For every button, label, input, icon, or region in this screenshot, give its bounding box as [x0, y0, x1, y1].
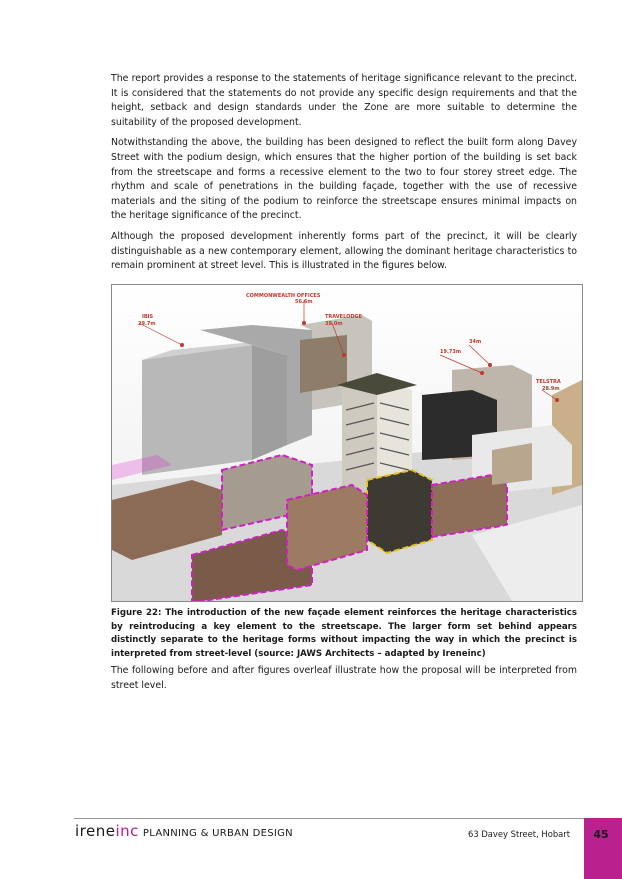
paragraph-3: Although the proposed development inherently forms part of the precinct, it will be clearly distinguishable as a new contemporary element, allowing the dominant heritage characteristics to remain prominent at street level. This is illustrated in the figures below. [111, 230, 577, 272]
brand-main: irene [75, 822, 116, 840]
paragraph-2: Notwithstanding the above, the building has been designed to reflect the built form along Davey Street with the podium design, which ensures that the higher portion of the building is set back from the streetscape and forms a recessive element to the two to four storey street edge. The rhythm and scale of penetrations in the building façade, together with the use of recessive materials and the siting of the podium to reinforce the streetscape ensures minimal impacts on the heritage significance of the precinct. [111, 137, 577, 222]
footer-address: 63 Davey Street, Hobart [468, 829, 570, 839]
label-travelodge-height: 38.0m [325, 321, 343, 327]
massing-model-illustration [112, 285, 582, 601]
paragraph-1: The report provides a response to the statements of heritage significance relevant to the precinct. It is considered that the statements do not provide any specific design requirements and that the height, setback and design standards under the Zone are more suitable to determine the suitability of the proposed development. [111, 73, 577, 128]
label-19-73m: 19.73m [440, 349, 462, 355]
label-telstra: TELSTRA [536, 379, 561, 385]
footer-divider [74, 818, 584, 819]
brand-accent: inc [115, 822, 139, 840]
label-ibis: IBIS [142, 314, 154, 320]
closing-paragraph: The following before and after figures overleaf illustrate how the proposal will be interpreted from street level. [111, 665, 577, 691]
label-telstra-height: 28.9m [542, 386, 560, 392]
body-text [111, 72, 577, 280]
page-number: 45 [593, 828, 609, 841]
brand-logo [75, 822, 293, 840]
label-commonwealth-height: 56.6m [295, 299, 313, 305]
figure-caption: Figure 22: The introduction of the new façade element reinforces the heritage characteristics by reintroducing a key element to the streetscape. The larger form set behind appears distinctly separate to the heritage forms without impacting the way in which the precinct is interpreted from street-level (source: JAWS Architects – adapted by Ireneinc) [111, 608, 577, 659]
figure-22-model-render [111, 284, 583, 602]
podium-facade [367, 470, 432, 553]
ibis-block [142, 345, 252, 475]
label-34m: 34m [469, 339, 482, 345]
label-ibis-height: 29.7m [138, 321, 156, 327]
label-travelodge: TRAVELODGE [325, 314, 363, 320]
brand-subtitle: PLANNING & URBAN DESIGN [142, 828, 293, 839]
label-commonwealth: COMMONWEALTH OFFICES [246, 293, 321, 299]
